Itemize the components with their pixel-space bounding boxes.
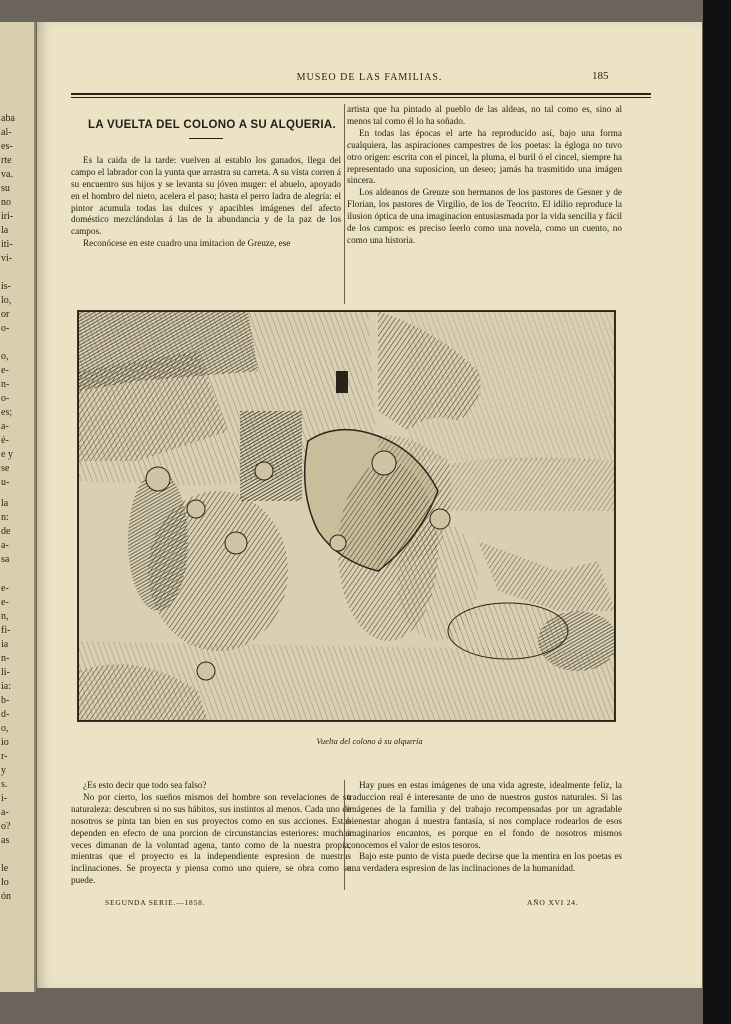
facing-page-fragment: e- bbox=[1, 597, 9, 608]
article-column-4 bbox=[347, 780, 622, 875]
facing-page-fragment: iti- bbox=[1, 239, 13, 250]
facing-page-fragment: no bbox=[1, 197, 11, 208]
facing-page-fragment: fi- bbox=[1, 625, 11, 636]
column-divider-top bbox=[344, 104, 345, 304]
facing-page-fragment bbox=[0, 266, 15, 280]
illustration-caption: Vuelta del colono á su alquería bbox=[316, 736, 423, 746]
facing-page-fragment: r- bbox=[1, 751, 8, 762]
facing-page-fragment: ón bbox=[1, 891, 11, 902]
facing-page-fragment: s. bbox=[1, 779, 8, 790]
facing-page-fragment: d- bbox=[1, 709, 10, 720]
header-rule bbox=[71, 93, 651, 95]
document-page bbox=[37, 22, 702, 988]
facing-page-edge bbox=[0, 22, 36, 992]
facing-page-fragment: aba bbox=[1, 113, 15, 124]
facing-page-fragment: o- bbox=[1, 323, 10, 334]
facing-page-fragment: la bbox=[1, 498, 9, 509]
paragraph: Bajo este punto de vista puede decirse que la mentira en los poetas es una verdadera espresion de las inclinaciones de la humanidad. bbox=[347, 851, 622, 874]
facing-page-fragment: n- bbox=[1, 653, 10, 664]
column-divider-bottom bbox=[344, 780, 345, 890]
facing-page-fragment: al- bbox=[1, 127, 12, 138]
facing-page-fragment: n, bbox=[1, 611, 9, 622]
facing-page-fragment: es- bbox=[1, 141, 13, 152]
facing-page-fragment: e- bbox=[1, 583, 9, 594]
facing-page-fragment: y bbox=[1, 765, 6, 776]
paragraph: En todas las épocas el arte ha reproducido así, bajo una forma cualquiera, las aspiraciones campestres de los poetas: la égloga no tuvo otro origen: escrita con el pincel, la pluma, el buril ó el cincel, siempre ha representado una suposicion, un deseo; jamás ha trasmitido una imágen sincera. bbox=[347, 127, 622, 186]
header-rule-thin bbox=[71, 97, 651, 98]
facing-page-fragment: e y bbox=[1, 449, 13, 460]
footer-series: SEGUNDA SERIE.—1858. bbox=[105, 898, 206, 907]
scan-background-edge bbox=[703, 0, 731, 1024]
facing-page-fragment: le bbox=[1, 863, 9, 874]
engraving-image bbox=[78, 311, 615, 721]
facing-page-fragment: o, bbox=[1, 351, 9, 362]
facing-page-fragment: é- bbox=[1, 435, 9, 446]
facing-page-fragment: is- bbox=[1, 281, 11, 292]
facing-page-fragment: or bbox=[1, 309, 10, 320]
facing-page-fragment: la bbox=[1, 225, 9, 236]
facing-page-fragment: a- bbox=[1, 540, 9, 551]
facing-page-fragment: a- bbox=[1, 421, 9, 432]
facing-page-fragment: n: bbox=[1, 512, 9, 523]
article-title: LA VUELTA DEL COLONO A SU ALQUERIA. bbox=[88, 119, 336, 131]
facing-page-fragments-bottom bbox=[0, 582, 11, 904]
facing-page-fragment: u- bbox=[1, 477, 10, 488]
facing-page-fragment bbox=[0, 336, 15, 350]
facing-page-fragment: e- bbox=[1, 365, 9, 376]
page-number: 185 bbox=[592, 70, 609, 82]
facing-page-fragment: se bbox=[1, 463, 10, 474]
facing-page-fragment: sa bbox=[1, 554, 10, 565]
article-column-1 bbox=[71, 120, 341, 250]
engraving-illustration bbox=[77, 310, 616, 722]
paragraph: Es la caida de la tarde: vuelven al establo los ganados, llega del campo el labrador con la yunta que arrastra su carreta. A su vista corren á su encuentro sus hijos y se levanta su jóven muger: el abuelo, apoyado en el hombro del nieto, acelera el paso; hasta el perro ladra de alegría: el pintor acumula todas las dulces y apacibles imágenes del afecto doméstico mezclándolas á las de la abundancia y de la paz de los campos. bbox=[71, 154, 341, 237]
facing-page-fragment: va. bbox=[1, 169, 13, 180]
paragraph: No por cierto, los sueños mismos del hombre son revelaciones de su naturaleza: descubren si no sus hábitos, sus instintos al menos. Cada uno de nosotros se pinta tan bien en sus proyectos como en sus acciones. Estas dependen en efecto de una porcion de circunstancias esteriores: muchas veces dimanan de la voluntad agena, tanto como de la nuestra propia, mientras que el proyecto es la independiente espresion de nuestras inclinaciones. Se proyecta y piensa como uno quiere, se obra como se puede. bbox=[71, 791, 351, 886]
facing-page-fragment: as bbox=[1, 835, 10, 846]
facing-page-fragment: ia bbox=[1, 639, 9, 650]
title-rule bbox=[189, 138, 223, 139]
paragraph: Los aldeanos de Greuze son hermanos de los pastores de Gesner y de Florian, los pastores de Virgilio, de los de Teocrito. El idilio reproduce la ilusion óptica de una imaginacion entusiasmada por la vida sencilla y fácil de los campos: es preciso leerlo como una novela, como un cuento, no como una historia. bbox=[347, 187, 622, 245]
facing-page-fragment: su bbox=[1, 183, 10, 194]
running-title: MUSEO DE LAS FAMILIAS. bbox=[296, 72, 443, 83]
facing-page-fragment: o- bbox=[1, 393, 10, 404]
article-column-3 bbox=[71, 780, 351, 887]
facing-page-fragment: vi- bbox=[1, 253, 13, 264]
facing-page-fragment: de bbox=[1, 526, 11, 537]
paragraph: ¿Es esto decir que todo sea falso? bbox=[83, 780, 207, 790]
facing-page-fragments-middle bbox=[0, 497, 10, 567]
facing-page-fragment: iri- bbox=[1, 211, 14, 222]
facing-page-fragment: b- bbox=[1, 695, 10, 706]
facing-page-fragment: lo bbox=[1, 877, 9, 888]
facing-page-fragment: ia: bbox=[1, 681, 11, 692]
facing-page-fragment: o? bbox=[1, 821, 11, 832]
paragraph: artista que ha pintado al pueblo de las aldeas, no tal como es, sino al menos tal como él lo ha soñado. bbox=[347, 104, 622, 126]
facing-page-fragment: i- bbox=[1, 793, 8, 804]
facing-page-fragment: o, bbox=[1, 723, 9, 734]
facing-page-fragments-top bbox=[0, 112, 15, 490]
footer-year: AÑO XVI 24. bbox=[527, 898, 579, 907]
facing-page-fragment: a- bbox=[1, 807, 9, 818]
facing-page-fragment: es; bbox=[1, 407, 13, 418]
facing-page-fragment: rte bbox=[1, 155, 12, 166]
facing-page-fragment: n- bbox=[1, 379, 10, 390]
facing-page-fragment: lo, bbox=[1, 295, 12, 306]
paragraph: Reconócese en este cuadro una imitacion de Greuze, ese bbox=[83, 238, 291, 249]
paragraph: Hay pues en estas imágenes de una vida agreste, idealmente feliz, la traduccion real é interesante de uno de nuestros gustos naturales. Si las imágenes de la familia y del trabajo recompensadas por un agradable bienestar ahogan á nuestra fantasía, si nos complace rodearlos de esos imaginarios encantos, es porque en el fondo de nosotros mismos conocemos el valor de estos tesoros. bbox=[347, 780, 622, 850]
article-column-2 bbox=[347, 104, 622, 247]
facing-page-fragment: io bbox=[1, 737, 9, 748]
facing-page-fragment bbox=[0, 848, 11, 862]
facing-page-fragment: li- bbox=[1, 667, 10, 678]
